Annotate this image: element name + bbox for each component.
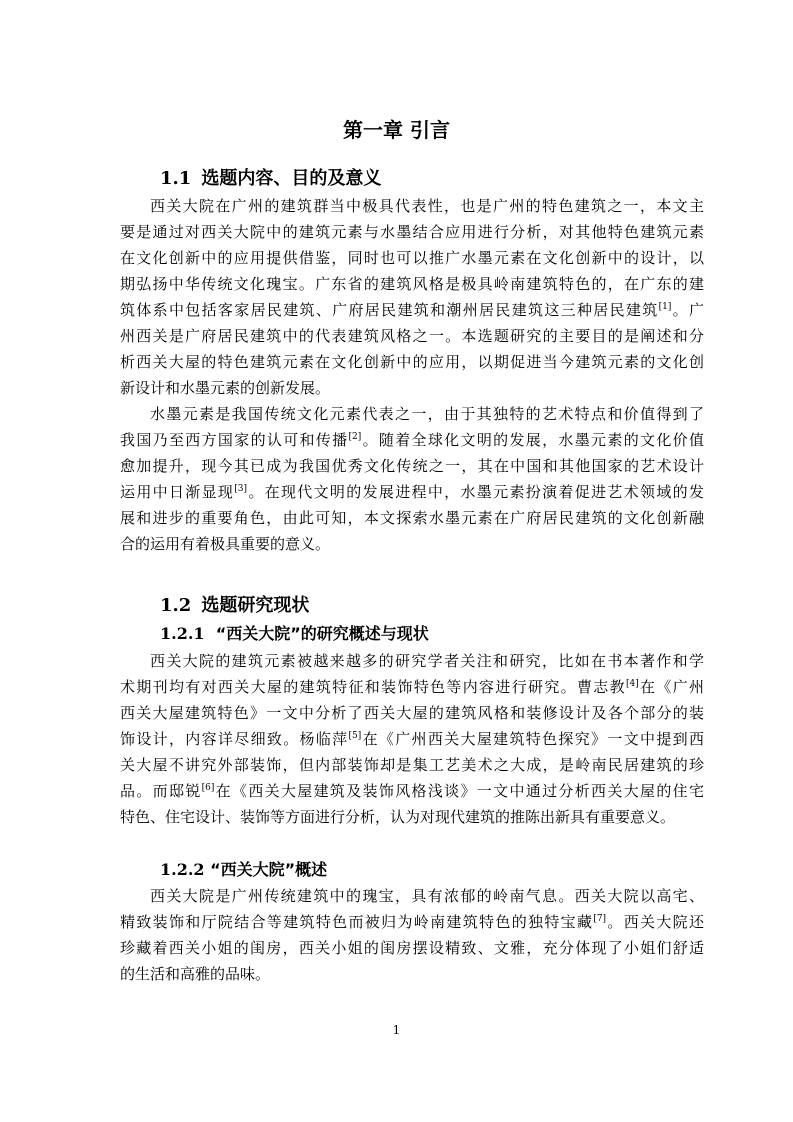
text-line: 要是通过对西关大院中的建筑元素与水墨结合应用进行分析，对其他特色建筑元素	[120, 223, 704, 241]
text-line: 西关大院的建筑元素被越来越多的研究学者关注和研究，比如在书本著作和学	[150, 652, 704, 670]
text-line: 水墨元素是我国传统文化元素代表之一，由于其独特的艺术特点和价值得到了	[150, 405, 704, 423]
text-line: 展和进步的重要角色，由此可知，本文探索水墨元素在广府居民建筑的文化创新融	[120, 509, 704, 527]
subsection-number: 1.2.1	[160, 624, 205, 643]
text-line: 在文化创新中的应用提供借鉴，同时也可以推广水墨元素在文化创新中的设计，以	[120, 249, 704, 267]
paragraph-1-1-a	[120, 193, 704, 401]
text-line: 特色、住宅设计、装饰等方面进行分析，认为对现代建筑的推陈出新具有重要意义。	[120, 808, 676, 826]
section-heading-1-2	[160, 593, 309, 619]
citation-ref: [7]	[593, 914, 607, 924]
text-line: 州西关是广府居民建筑中的代表建筑风格之一。本选题研究的主要目的是阐述和分	[120, 327, 704, 345]
text-line: 西关大院在广州的建筑群当中极具代表性，也是广州的特色建筑之一，本文主	[150, 197, 704, 215]
text-line: 新设计和水墨元素的创新发展。	[120, 379, 331, 397]
text-line: 期弘扬中华传统文化瑰宝。广东省的建筑风格是极具岭南建筑特色的，在广东的建	[120, 275, 704, 293]
section-title: 选题内容、目的及意义	[201, 168, 382, 189]
section-number: 1.2	[160, 595, 192, 616]
citation-ref: [4]	[625, 679, 639, 689]
chapter-title: 第一章 引言	[343, 118, 450, 142]
text-line: 愈加提升，现今其已成为我国优秀文化传统之一，其在中国和其他国家的艺术设计	[120, 457, 704, 475]
text-line: 精致装饰和厅院结合等建筑特色而被归为岭南建筑特色的独特宝藏[7]。西关大院还	[120, 913, 704, 931]
section-title: 选题研究现状	[201, 595, 310, 616]
text-line: 珍藏着西关小姐的闺房，西关小姐的闺房摆设精致、文雅，充分体现了小姐们舒适	[120, 939, 704, 957]
citation-ref: [6]	[201, 783, 215, 793]
citation-ref: [5]	[348, 731, 362, 741]
paragraph-1-2-2	[120, 883, 704, 987]
citation-ref: [2]	[348, 432, 362, 442]
text-line: 的生活和高雅的品味。	[120, 965, 271, 983]
citation-ref: [1]	[658, 302, 672, 312]
paragraph-1-1-b	[120, 401, 704, 557]
citation-ref: [3]	[234, 484, 247, 494]
subsection-title: “西关大院”的研究概述与现状	[215, 624, 429, 643]
subsection-heading-1-2-2	[160, 858, 327, 882]
text-line: 筑体系中包括客家居民建筑、广府居民建筑和潮州居民建筑这三种居民建筑[1]。广	[120, 301, 704, 319]
text-line: 西关大院是广州传统建筑中的瑰宝，具有浓郁的岭南气息。西关大院以高宅、	[150, 887, 704, 905]
text-line: 品。而邸锐[6]在《西关大屋建筑及装饰风格浅谈》一文中通过分析西关大屋的住宅	[120, 782, 704, 800]
text-line: 术期刊均有对西关大屋的建筑特征和装饰特色等内容进行研究。曹志教[4]在《广州	[120, 678, 704, 696]
text-line: 西关大屋建筑特色》一文中分析了西关大屋的建筑风格和装修设计及各个部分的装	[120, 704, 704, 722]
subsection-title: “西关大院”概述	[210, 860, 328, 879]
page-number: 1	[392, 1023, 401, 1037]
text-line: 析西关大屋的特色建筑元素在文化创新中的应用，以期促进当今建筑元素的文化创	[120, 353, 704, 371]
subsection-number: 1.2.2	[160, 860, 205, 879]
section-number: 1.1	[160, 168, 192, 189]
paragraph-1-2-1	[120, 648, 704, 830]
text-line: 运用中日渐显现[3]。在现代文明的发展进程中，水墨元素扮演着促进艺术领域的发	[120, 483, 704, 501]
text-line: 关大屋不讲究外部装饰，但内部装饰却是集工艺美术之大成，是岭南民居建筑的珍	[120, 756, 704, 774]
section-heading-1-1	[160, 166, 381, 192]
text-line: 我国乃至西方国家的认可和传播[2]。随着全球化文明的发展，水墨元素的文化价值	[120, 431, 704, 449]
text-line: 饰设计，内容详尽细致。杨临萍[5]在《广州西关大屋建筑特色探究》一文中提到西	[120, 730, 704, 748]
text-line: 合的运用有着极具重要的意义。	[120, 535, 331, 553]
subsection-heading-1-2-1	[160, 622, 429, 646]
